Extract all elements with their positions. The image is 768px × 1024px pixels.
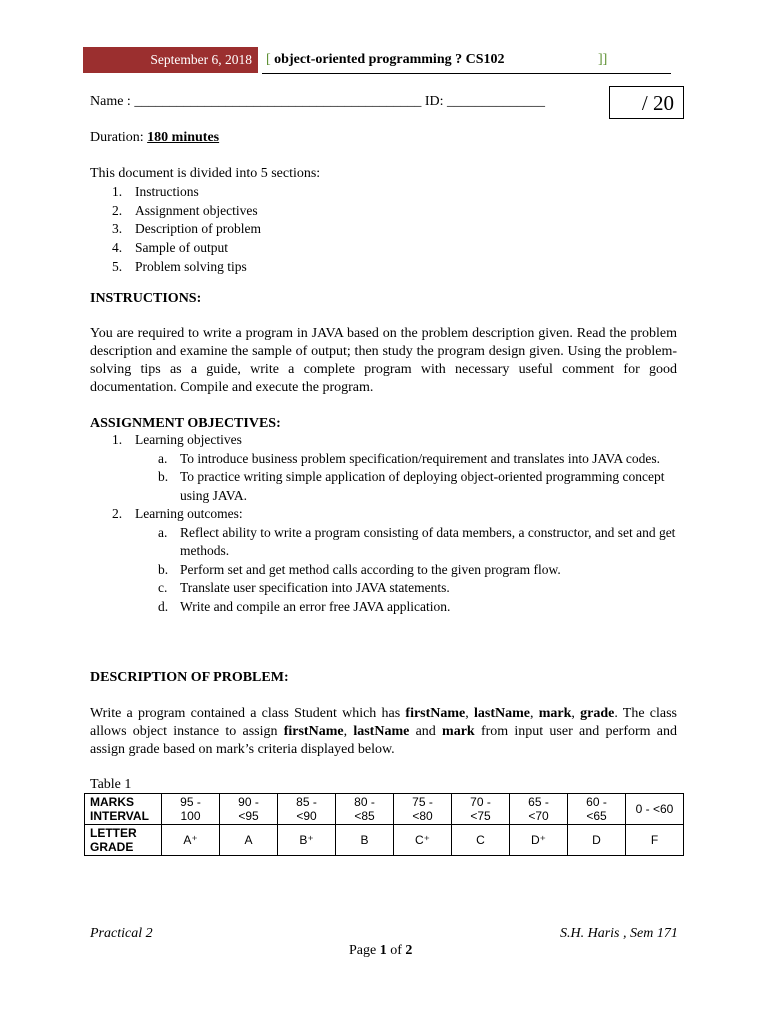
item-text: Reflect ability to write a program consisting of data members, a constructor, and set and get methods. [180, 524, 676, 558]
footer-right: S.H. Haris , Sem 171 [560, 926, 678, 941]
text-run: , [465, 706, 474, 721]
header-course [266, 51, 505, 69]
item-text: Problem solving tips [135, 258, 247, 274]
grade-table [84, 793, 684, 856]
list-item [90, 202, 320, 221]
cell-line: LETTER [90, 826, 137, 840]
cell-line: 90 - [238, 795, 259, 809]
table-cell: C⁺ [394, 825, 452, 856]
cell-line: <65 [586, 809, 607, 823]
instructions-heading: INSTRUCTIONS: [90, 291, 202, 306]
item-text: Learning outcomes: [135, 506, 243, 521]
open-bracket: [ [266, 52, 271, 67]
cell-line: <70 [528, 809, 549, 823]
item-text: Translate user specification into JAVA statements. [180, 580, 450, 595]
sections-list [90, 183, 320, 277]
cell-line: 70 - [470, 795, 491, 809]
item-text: Perform set and get method calls according to the given program flow. [180, 561, 561, 577]
table-row [85, 794, 684, 825]
score-box: / 20 [609, 86, 684, 119]
item-letter: b. [158, 561, 169, 577]
text-run: and [409, 724, 443, 739]
problem-text [90, 705, 677, 759]
text-run: Write a program contained a class Student which has [90, 706, 406, 721]
cell-line: <95 [238, 809, 259, 823]
cell-line: 100 [180, 809, 201, 823]
objectives-list [90, 431, 680, 616]
cell-line: <75 [470, 809, 491, 823]
item-text: Sample of output [135, 240, 228, 256]
item-letter: b. [158, 469, 169, 484]
table-row [85, 825, 684, 856]
cell-line: <80 [412, 809, 433, 823]
bold-term: firstName [405, 706, 466, 721]
text-run: , [343, 724, 354, 739]
table-cell [336, 794, 394, 825]
objective-item [90, 579, 680, 598]
text-run: , [530, 706, 539, 721]
table-cell [626, 794, 684, 825]
name-blank: _________________________________________ [134, 94, 422, 109]
text-run: , [571, 706, 581, 721]
item-text: To practice writing simple application of deploying object-oriented programming concept using JAVA. [180, 469, 665, 503]
item-number: 4. [112, 240, 123, 256]
instructions-text: You are required to write a program in JAVA based on the problem description given. Read the problem description and examine the sample of output; then study the program design given. Using the problem-solving tips as a guide, write a complete program with necessary useful comment for good documentation. Compile and execute the program. [90, 326, 677, 395]
item-number: 1. [112, 432, 123, 447]
cell-line: 60 - [586, 795, 607, 809]
item-number: 2. [112, 506, 123, 521]
footer-left: Practical 2 [90, 926, 153, 941]
table-cell: A⁺ [162, 825, 220, 856]
cell-line: 80 - [354, 795, 375, 809]
student-info-line [90, 93, 605, 111]
item-letter: d. [158, 598, 169, 614]
item-text: Learning objectives [135, 432, 242, 447]
cell-line: <90 [296, 809, 317, 823]
id-blank: ______________ [447, 94, 545, 109]
course-title: object-oriented programming ? CS102 [274, 52, 505, 67]
table-cell: C [452, 825, 510, 856]
bold-term: mark [538, 706, 572, 721]
item-number: 1. [112, 184, 123, 199]
cell-line: MARKS [90, 795, 134, 809]
cell-line: 85 - [296, 795, 317, 809]
item-number: 3. [112, 221, 123, 237]
duration-value: 180 minutes [147, 130, 220, 145]
objective-group [90, 431, 680, 450]
table-cell [510, 794, 568, 825]
table-cell: F [626, 825, 684, 856]
cell-line: <85 [354, 809, 375, 823]
total-pages: 2 [405, 943, 413, 958]
item-letter: a. [158, 450, 168, 466]
bold-term: lastName [353, 724, 410, 739]
text-run: Page [349, 943, 380, 958]
cell-line: 0 - <60 [635, 802, 674, 816]
table-header-cell [85, 794, 162, 825]
cell-line: INTERVAL [90, 809, 149, 823]
table-header-cell [85, 825, 162, 856]
name-label: Name : [90, 94, 131, 109]
header-date: September 6, 2018 [83, 47, 258, 73]
duration [90, 129, 219, 147]
objective-item [90, 598, 680, 617]
item-letter: a. [158, 524, 168, 540]
text-run: from input user and perform and assign grade based on mark’s criteria displayed below. [90, 724, 677, 757]
problem-heading: DESCRIPTION OF PROBLEM: [90, 670, 289, 685]
text-run: . The class allows object instance to assign [90, 706, 677, 739]
objective-item [90, 561, 680, 580]
objective-item [90, 450, 680, 469]
table-cell: A [220, 825, 278, 856]
current-page: 1 [379, 943, 387, 958]
table-cell: D⁺ [510, 825, 568, 856]
sections-intro [90, 165, 320, 277]
list-item [90, 258, 320, 277]
duration-label: Duration: [90, 130, 144, 145]
header-rule [262, 73, 671, 74]
list-item [90, 239, 320, 258]
objective-group [90, 505, 680, 524]
bold-term: lastName [474, 706, 530, 721]
item-number: 2. [112, 202, 123, 218]
close-bracket: ]] [598, 52, 608, 67]
item-text: To introduce business problem specification/requirement and translates into JAVA codes. [180, 450, 660, 466]
item-number: 5. [112, 258, 123, 274]
item-text: Description of problem [135, 221, 261, 237]
item-text: Assignment objectives [135, 202, 258, 218]
bold-term: firstName [283, 724, 344, 739]
table-cell [162, 794, 220, 825]
bold-term: grade [580, 706, 615, 721]
list-item [90, 183, 320, 202]
table-cell: B⁺ [278, 825, 336, 856]
cell-line: 95 - [180, 795, 201, 809]
table-cell [568, 794, 626, 825]
objective-item [90, 468, 680, 505]
item-text: Write and compile an error free JAVA application. [180, 598, 451, 614]
list-item [90, 220, 320, 239]
table-caption: Table 1 [90, 777, 132, 792]
table-cell: D [568, 825, 626, 856]
objective-item [90, 524, 680, 561]
id-label: ID: [424, 94, 444, 109]
intro-text: This document is divided into 5 sections: [90, 166, 321, 181]
item-text: Instructions [135, 184, 199, 199]
table-cell [278, 794, 336, 825]
page-number [349, 943, 412, 959]
cell-line: GRADE [90, 840, 134, 854]
cell-line: 75 - [412, 795, 433, 809]
table-cell [394, 794, 452, 825]
cell-line: 65 - [528, 795, 549, 809]
table-cell: B [336, 825, 394, 856]
objectives-heading: ASSIGNMENT OBJECTIVES: [90, 416, 281, 431]
table-cell [220, 794, 278, 825]
table-cell [452, 794, 510, 825]
item-letter: c. [158, 580, 168, 595]
text-run: of [386, 943, 406, 958]
bold-term: mark [442, 724, 475, 739]
